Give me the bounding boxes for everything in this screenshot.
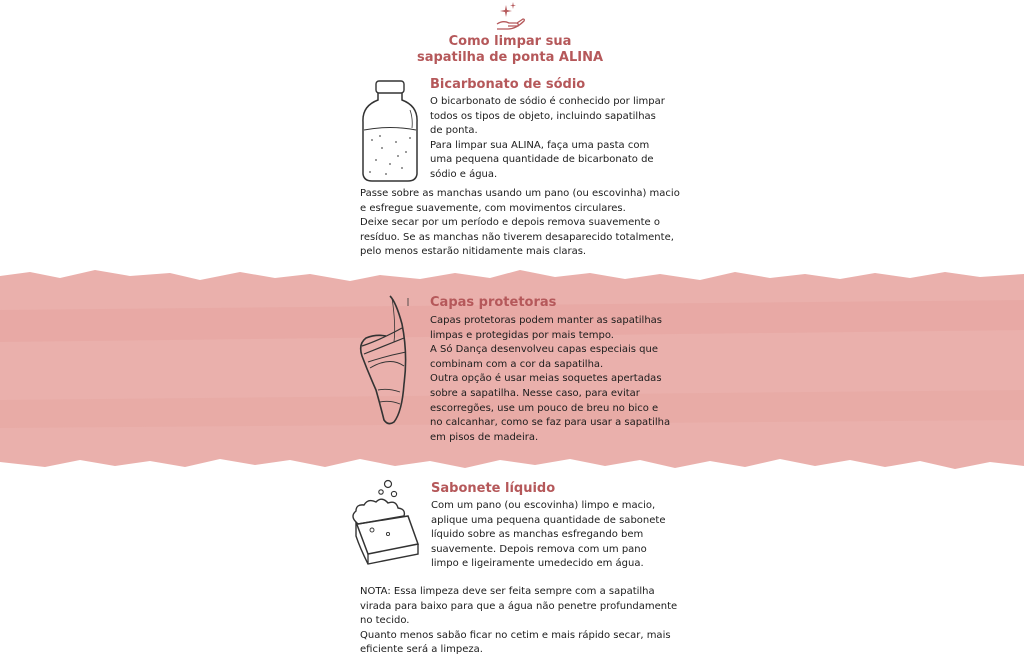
- text-line: líquido sobre as manchas esfregando bem: [431, 529, 644, 541]
- text-line: resíduo. Se as manchas não tiverem desaparecido totalmente,: [360, 231, 674, 243]
- text-line: aplique uma pequena quantidade de sabonete: [431, 514, 666, 526]
- title-line-1: Como limpar sua: [448, 34, 572, 49]
- text-line: eficiente será a limpeza.: [360, 644, 483, 656]
- text-line: em pisos de madeira.: [430, 431, 539, 443]
- section-intro-sabonete: [431, 499, 665, 572]
- soap-bar-icon: [348, 478, 420, 566]
- pointe-shoe-icon: [356, 294, 420, 428]
- text-line: Deixe secar por um período e depois remova suavemente o: [360, 217, 660, 229]
- text-line: escorregões, use um pouco de breu no bico e: [430, 402, 659, 414]
- glass-jar-icon: [358, 78, 422, 184]
- text-line: e esfregue suavemente, com movimentos circulares.: [360, 202, 626, 214]
- section-heading-sabonete: Sabonete líquido: [431, 481, 556, 496]
- section-heading-bicarbonato: Bicarbonato de sódio: [430, 77, 586, 92]
- text-line: no tecido.: [360, 615, 410, 627]
- section-heading-capas: Capas protetoras: [430, 295, 557, 310]
- text-line: Passe sobre as manchas usando um pano (ou escovinha) macio: [360, 188, 680, 199]
- page-title: [412, 34, 608, 66]
- text-line: limpas e protegidas por mais tempo.: [430, 329, 614, 341]
- text-line: O bicarbonato de sódio é conhecido por limpar: [430, 96, 665, 107]
- text-line: sobre a sapatilha. Nesse caso, para evitar: [430, 387, 640, 399]
- text-line: NOTA: Essa limpeza deve ser feita sempre com a sapatilha: [360, 586, 655, 597]
- text-line: virada para baixo para que a água não penetre profundamente: [360, 600, 678, 612]
- text-line: sódio e água.: [430, 168, 498, 180]
- section-body-bicarbonato: [360, 187, 680, 260]
- text-line: Capas protetoras podem manter as sapatilhas: [430, 315, 663, 326]
- section-intro-bicarbonato: [430, 95, 665, 183]
- title-line-2: sapatilha de ponta ALINA: [416, 50, 604, 65]
- text-line: A Só Dança desenvolveu capas especiais que: [430, 344, 658, 356]
- text-line: todos os tipos de objeto, incluindo sapatilhas: [430, 110, 656, 122]
- text-line: Com um pano (ou escovinha) limpo e macio,: [431, 500, 656, 511]
- hand-sparkles-icon: [494, 2, 528, 32]
- text-line: combinam com a cor da sapatilha.: [430, 358, 604, 370]
- text-line: uma pequena quantidade de bicarbonato de: [430, 154, 654, 166]
- section-intro-capas: [430, 314, 670, 445]
- text-line: Outra opção é usar meias soquetes apertadas: [430, 373, 662, 385]
- section-body-sabonete: [360, 585, 677, 658]
- text-line: limpo e ligeiramente umedecido em água.: [431, 558, 644, 570]
- text-line: Quanto menos sabão ficar no cetim e mais rápido secar, mais: [360, 629, 671, 641]
- text-line: no calcanhar, como se faz para usar a sapatilha: [430, 417, 671, 429]
- text-line: de ponta.: [430, 125, 478, 137]
- text-line: suavemente. Depois remova com um pano: [431, 543, 647, 555]
- text-line: pelo menos estarão nitidamente mais claras.: [360, 246, 587, 258]
- text-line: Para limpar sua ALINA, faça uma pasta com: [430, 139, 650, 151]
